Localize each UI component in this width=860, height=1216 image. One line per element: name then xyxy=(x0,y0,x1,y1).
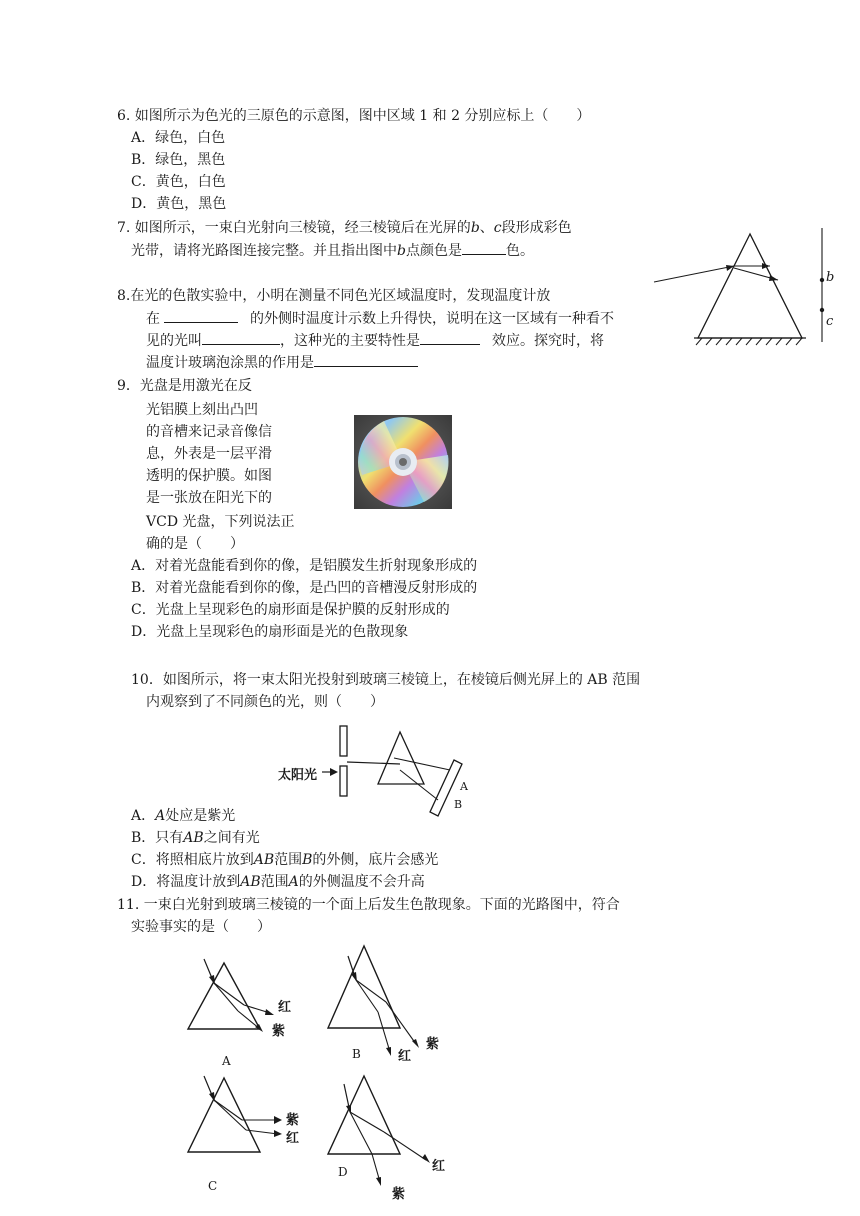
q10-sunlight-prism-diagram xyxy=(274,722,484,822)
prism-triangle xyxy=(698,234,802,338)
q9-line-4: 息，外表是一层平滑 xyxy=(146,446,272,462)
q9-line-1: 9．光盘是用激光在反 xyxy=(117,378,252,394)
q10-option-b: B．只有AB之间有光 xyxy=(131,830,260,846)
q9-line-5: 透明的保护膜。如图 xyxy=(146,468,272,484)
q8-line-1: 8.在光的色散实验中，小明在测量不同色光区域温度时，发现温度计放 xyxy=(117,288,551,304)
q6-stem: 6. 如图所示为色光的三原色的示意图，图中区域 1 和 2 分别应标上（ ） xyxy=(117,108,591,124)
prism xyxy=(378,732,424,784)
q6-option-a: A．绿色，白色 xyxy=(131,130,226,146)
q11-diagram-b xyxy=(320,940,460,1070)
q11-line-2: 实验事实的是（ ） xyxy=(131,919,271,935)
q8-blank-2[interactable] xyxy=(202,330,280,345)
q8-blank-3[interactable] xyxy=(420,330,480,345)
q10-option-a: A．A处应是紫光 xyxy=(131,808,236,824)
svg-text:A: A xyxy=(222,1054,231,1068)
q10-option-c: C．将照相底片放到AB范围B的外侧，底片会感光 xyxy=(131,852,439,868)
sunlight-label: 太阳光 xyxy=(278,768,318,783)
svg-text:红: 红 xyxy=(432,1159,446,1174)
vcd-disc-photo xyxy=(354,415,452,509)
svg-text:C: C xyxy=(208,1179,218,1193)
q11-line-1: 11. 一束白光射到玻璃三棱镜的一个面上后发生色散现象。下面的光路图中，符合 xyxy=(117,897,620,913)
q9-line-7: VCD 光盘，下列说法正 xyxy=(146,514,295,530)
q6-option-b: B．绿色，黑色 xyxy=(131,152,226,168)
q9-line-3: 的音槽来记录音像信 xyxy=(146,424,272,440)
svg-text:红: 红 xyxy=(278,1000,292,1015)
svg-text:红: 红 xyxy=(398,1049,412,1064)
svg-text:D: D xyxy=(338,1165,348,1179)
q9-option-c: C．光盘上呈现彩色的扇形面是保护膜的反射形成的 xyxy=(131,602,450,618)
q9-option-a: A．对着光盘能看到你的像，是铝膜发生折射现象形成的 xyxy=(131,558,478,574)
beam xyxy=(347,762,400,764)
q9-line-2: 光铝膜上刻出凸凹 xyxy=(146,402,258,418)
q8-blank-4[interactable] xyxy=(314,352,418,367)
q6-option-c: C．黄色，白色 xyxy=(131,174,226,190)
q9-option-d: D．光盘上呈现彩色的扇形面是光的色散现象 xyxy=(131,624,409,640)
q10-line-2: 内观察到了不同颜色的光，则（ ） xyxy=(146,694,384,710)
label-a: A xyxy=(460,780,468,793)
q8-blank-1[interactable] xyxy=(164,308,238,323)
q9-line-8: 确的是（ ） xyxy=(146,536,244,552)
q10-option-d: D．将温度计放到AB范围A的外侧温度不会升高 xyxy=(131,874,425,890)
q8-line-2: 在 的外侧时温度计示数上升得快，说明在这一区域有一种看不 xyxy=(146,308,614,329)
svg-text:紫: 紫 xyxy=(272,1024,286,1039)
q7-line-2: 光带，请将光路图连接完整。并且指出图中b点颜色是 色。 xyxy=(131,240,534,261)
q9-line-6: 是一张放在阳光下的 xyxy=(146,490,272,506)
q6-option-d: D．黄色，黑色 xyxy=(131,196,227,212)
svg-text:B: B xyxy=(352,1047,361,1061)
svg-text:紫: 紫 xyxy=(426,1037,440,1052)
ground-hatching xyxy=(696,338,802,345)
svg-text:红: 红 xyxy=(286,1131,300,1146)
point-b xyxy=(820,278,824,282)
q8-line-4: 温度计玻璃泡涂黑的作用是 xyxy=(146,352,418,373)
q10-line-1: 10．如图所示，将一束太阳光投射到玻璃三棱镜上，在棱镜后侧光屏上的 AB 范围 xyxy=(131,672,641,688)
label-c: c xyxy=(826,314,834,329)
svg-text:紫: 紫 xyxy=(392,1187,406,1202)
label-b: b xyxy=(826,270,835,285)
svg-text:紫: 紫 xyxy=(286,1113,300,1128)
label-b: B xyxy=(454,798,463,811)
q7-prism-diagram xyxy=(650,224,850,352)
q9-option-b: B．对着光盘能看到你的像，是凸凹的音槽漫反射形成的 xyxy=(131,580,478,596)
q11-diagram-a xyxy=(180,955,310,1073)
q11-diagram-d xyxy=(320,1070,460,1204)
q11-diagram-c xyxy=(180,1072,320,1196)
q7-line-1: 7. 如图所示，一束白光射向三棱镜，经三棱镜后在光屏的b、c段形成彩色 xyxy=(117,220,572,236)
q8-line-3: 见的光叫 ，这种光的主要特性是 效应。探究时，将 xyxy=(146,330,604,351)
incident-ray xyxy=(654,266,734,282)
point-c xyxy=(820,308,824,312)
q7-answer-blank[interactable] xyxy=(462,240,506,255)
